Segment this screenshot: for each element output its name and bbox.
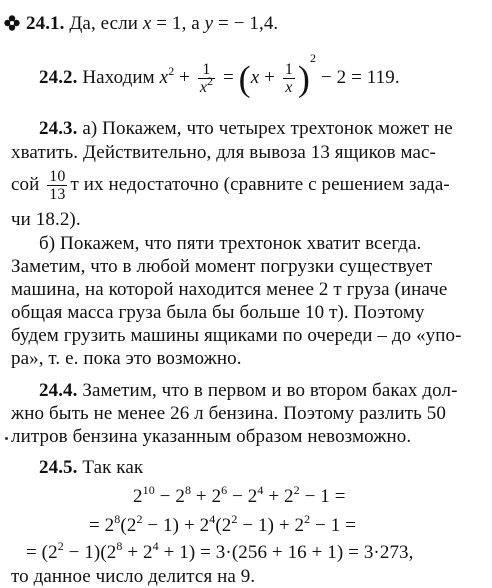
text: Заметим, что в первом и во втором баках дол-: [77, 380, 458, 401]
exponent: 10: [142, 482, 155, 497]
exponent: 2: [293, 482, 300, 497]
solution-24-1: [26, 13, 278, 35]
text: = − 1,4.: [213, 13, 279, 34]
text: Да, если: [69, 13, 143, 34]
math-term: 2: [106, 542, 117, 563]
fraction: [198, 61, 215, 96]
math-term: − 1) +: [237, 515, 295, 536]
math-term: 2: [126, 515, 137, 536]
operator: +: [259, 67, 280, 88]
numerator: 1: [284, 61, 293, 79]
math-term: (: [120, 515, 127, 536]
problem-number: 24.4.: [39, 380, 78, 401]
var-y: y: [204, 13, 214, 34]
exponent: 4: [209, 511, 216, 526]
exponent: 2: [136, 511, 143, 526]
text: Находим: [82, 67, 160, 88]
math-term: = (: [26, 542, 49, 563]
text: т их недостаточно (сравните с решением зада-: [70, 174, 450, 195]
numerator: 10: [49, 168, 66, 186]
solution-24-5-intro: [39, 457, 143, 479]
text: а) Покажем, что четырех трехтонок может не: [77, 118, 453, 139]
exponent: 2: [168, 63, 175, 78]
math-term: +: [263, 486, 285, 507]
operator: =: [218, 67, 239, 88]
var-x: x: [142, 13, 152, 34]
text: сой: [11, 174, 45, 195]
fraction: [47, 168, 67, 203]
exponent: 2: [310, 50, 317, 65]
math-term: 2: [199, 515, 210, 536]
solution-24-3-line-3: [11, 164, 450, 206]
exponent: 8: [114, 511, 121, 526]
solution-24-4-line-1: [39, 380, 458, 402]
exponent: 2: [304, 511, 311, 526]
fraction: [283, 61, 295, 96]
equation-line-3: [26, 538, 414, 564]
problem-number: 24.5.: [39, 457, 78, 478]
solution-24-4-line-2: жно быть не менее 26 л бензина. Поэтому разлить 50: [11, 403, 446, 424]
math-term: 2: [294, 515, 305, 536]
math-term: 2: [247, 486, 258, 507]
operator: +: [174, 67, 195, 88]
exponent: 8: [184, 482, 192, 497]
math-term: 2: [284, 486, 294, 507]
math-term: (: [215, 515, 222, 536]
math-term: +: [122, 542, 144, 563]
math-term: 2: [48, 542, 58, 563]
math-term: − 1 =: [310, 515, 357, 536]
math-term: −: [227, 486, 248, 507]
math-term: =: [89, 515, 105, 536]
solution-24-3-line-2: хватить. Действительно, для вывоза 13 ящиков мас-: [11, 142, 436, 163]
math-term: 2: [133, 486, 143, 507]
math-term: 2: [211, 486, 222, 507]
exponent: 2: [57, 538, 64, 553]
exponent: 8: [116, 538, 123, 553]
var-x: x: [159, 67, 169, 88]
left-paren: (: [238, 58, 251, 99]
solution-24-3-line-7: машина, на которой находится менее 2 т груза (иначе: [11, 279, 448, 300]
text: − 2 = 119.: [316, 67, 400, 88]
exponent: 2: [231, 511, 238, 526]
solution-24-4-line-3: литров бензина указанным образом невозможно.: [11, 426, 412, 447]
math-term: 2: [221, 515, 232, 536]
math-term: − 1) +: [142, 515, 200, 536]
problem-number: 24.3.: [39, 118, 78, 139]
denominator: 13: [49, 186, 66, 204]
flower-icon: [4, 15, 20, 31]
conclusion-text: то данное число делится на 9.: [11, 566, 256, 587]
math-term: 2: [143, 542, 153, 563]
solution-24-3-line-5: б) Покажем, что пяти трехтонок хватит всегда.: [39, 233, 422, 254]
math-term: −: [154, 486, 176, 507]
page-speck: [5, 437, 8, 440]
solution-24-3-line-9: будем грузить машины ящиками по очереди – до «упо-: [11, 325, 462, 346]
text: Так как: [77, 457, 144, 478]
solution-24-2: [39, 50, 400, 99]
exponent: 4: [152, 538, 159, 553]
exponent: 4: [257, 482, 264, 497]
math-term: − 1 =: [299, 486, 346, 507]
denominator: x: [285, 79, 293, 97]
solution-24-3-line-4: чи 18.2).: [11, 209, 81, 230]
math-term: 2: [104, 515, 115, 536]
denominator: x: [199, 79, 208, 97]
equation-line-2: [89, 511, 357, 537]
equation-line-1: [133, 482, 346, 508]
solution-24-3-line-10: ра», т. е. пока это возможно.: [11, 348, 242, 369]
math-term: +: [191, 486, 212, 507]
solution-24-3-line-6: Заметим, что в любой момент погрузки существует: [11, 256, 433, 277]
problem-number: 24.2.: [39, 67, 78, 88]
problem-number: 24.1.: [26, 13, 65, 34]
math-term: + 1) = 3·(256 + 16 + 1) = 3·273,: [158, 542, 414, 563]
solution-24-3-line-8: общая масса груза была бы больше 10 т). Поэтому: [11, 302, 425, 323]
solution-24-3-line-1: [39, 118, 453, 140]
text: = 1, а: [151, 13, 205, 34]
numerator: 1: [198, 61, 215, 79]
math-term: − 1)(: [63, 542, 107, 563]
var-x: x: [250, 67, 260, 88]
exponent: 2: [207, 73, 214, 88]
math-term: 2: [175, 486, 185, 507]
right-paren: ): [297, 58, 311, 99]
exponent: 6: [221, 482, 228, 497]
